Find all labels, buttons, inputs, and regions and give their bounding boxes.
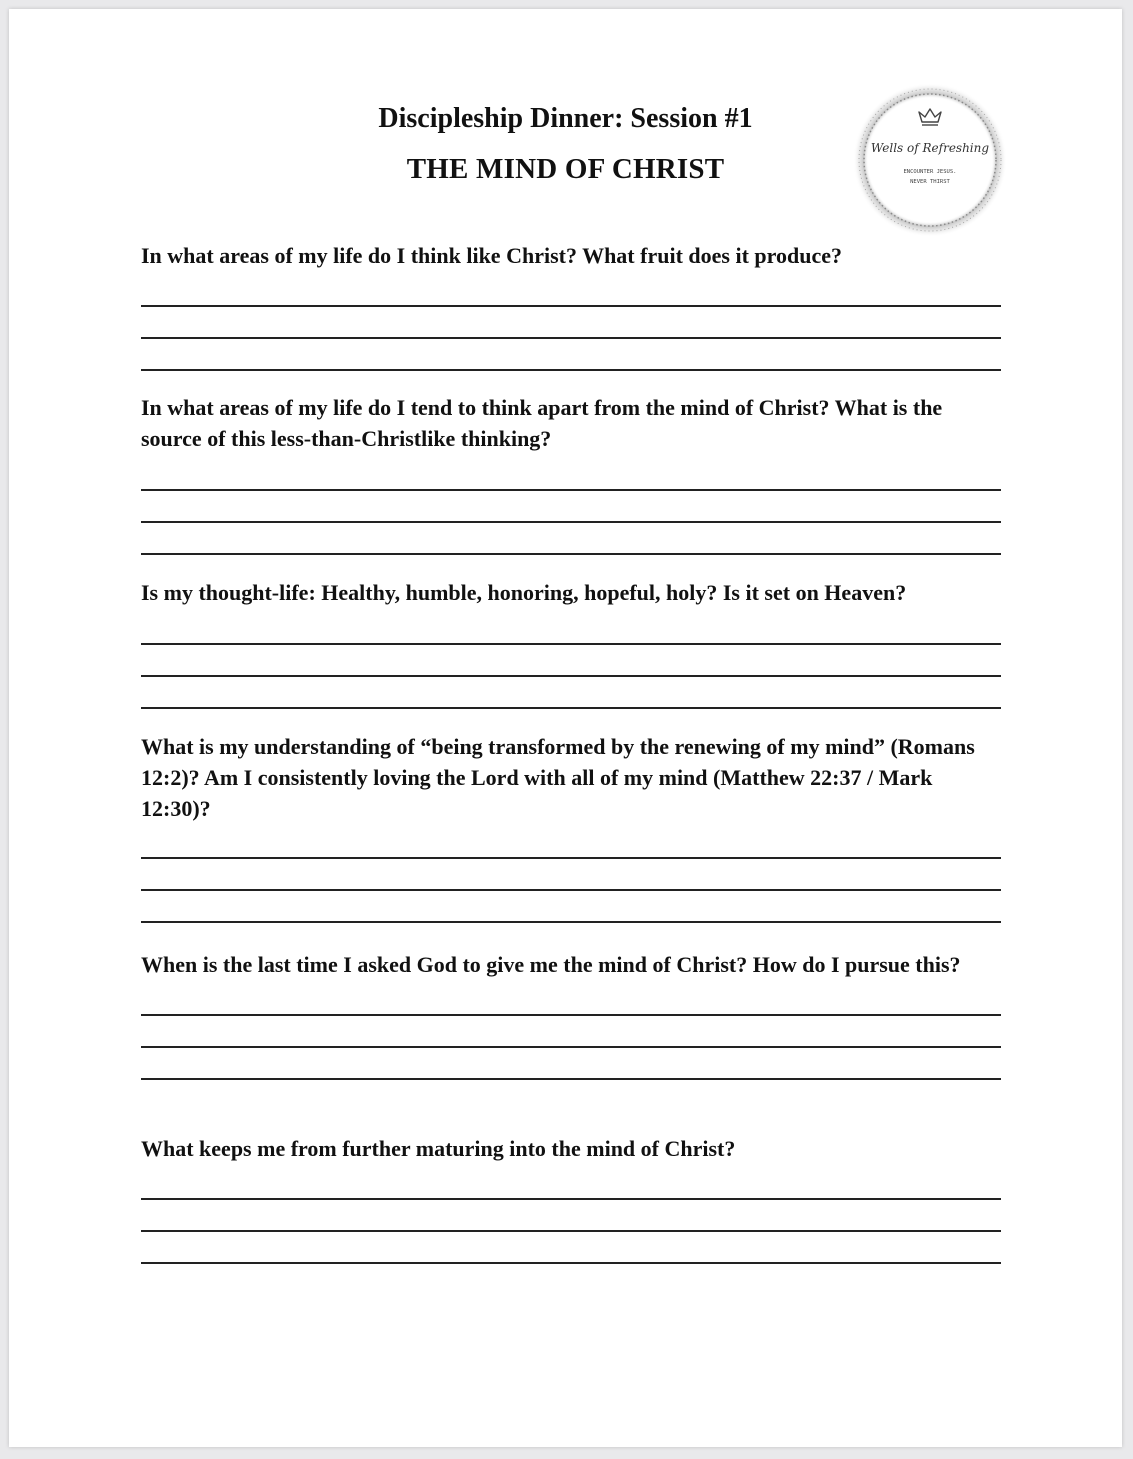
answer-line[interactable] — [141, 337, 1001, 339]
answer-line[interactable] — [141, 1198, 1001, 1200]
answer-line[interactable] — [141, 1046, 1001, 1048]
answer-line[interactable] — [141, 521, 1001, 523]
answer-lines[interactable] — [141, 305, 1001, 371]
answer-line[interactable] — [141, 889, 1001, 891]
question-section-1 — [141, 240, 1001, 401]
answer-lines[interactable] — [141, 1198, 1001, 1264]
answer-lines[interactable] — [141, 643, 1001, 709]
answer-line[interactable] — [141, 1230, 1001, 1232]
question-text: In what areas of my life do I tend to think apart from the mind of Christ? What is the source of this less-than-Christlike thinking? — [141, 395, 943, 451]
answer-line[interactable] — [141, 553, 1001, 555]
question-section-4 — [141, 731, 1001, 953]
answer-line[interactable] — [141, 1014, 1001, 1016]
page-subtitle: THE MIND OF CHRIST — [406, 153, 725, 185]
question-text: When is the last time I asked God to give me the mind of Christ? How do I pursue this? — [141, 952, 961, 977]
question-text: What is my understanding of “being transformed by the renewing of my mind” (Romans 12:2)? Am I consistently loving the Lord with all of my mind (Matthew 22:37 / Mark 12:30)? — [141, 734, 975, 821]
answer-line[interactable] — [141, 369, 1001, 371]
wells-of-refreshing-logo — [852, 82, 1008, 238]
answer-line[interactable] — [141, 675, 1001, 677]
answer-line[interactable] — [141, 305, 1001, 307]
question-text: Is my thought-life: Healthy, humble, honoring, hopeful, holy? Is it set on Heaven? — [141, 580, 907, 605]
logo-script-text: Wells of Refreshing — [870, 141, 990, 155]
answer-line[interactable] — [141, 857, 1001, 859]
page-title: Discipleship Dinner: Session #1 — [378, 103, 753, 134]
answer-lines[interactable] — [141, 1014, 1001, 1080]
question-section-3 — [141, 577, 1001, 739]
question-text: In what areas of my life do I think like Christ? What fruit does it produce? — [141, 243, 842, 268]
answer-line[interactable] — [141, 1262, 1001, 1264]
answer-lines[interactable] — [141, 857, 1001, 923]
answer-line[interactable] — [141, 921, 1001, 923]
worksheet-page — [9, 9, 1122, 1447]
logo-tagline-1: ENCOUNTER JESUS. — [903, 169, 957, 175]
logo-tagline-2: NEVER THIRST — [910, 179, 950, 185]
answer-line[interactable] — [141, 1078, 1001, 1080]
answer-lines[interactable] — [141, 489, 1001, 555]
question-section-2 — [141, 392, 1001, 585]
answer-line[interactable] — [141, 707, 1001, 709]
answer-line[interactable] — [141, 489, 1001, 491]
answer-line[interactable] — [141, 643, 1001, 645]
question-section-5 — [141, 949, 1001, 1110]
question-section-6 — [141, 1133, 1001, 1294]
question-text: What keeps me from further maturing into the mind of Christ? — [141, 1136, 736, 1161]
